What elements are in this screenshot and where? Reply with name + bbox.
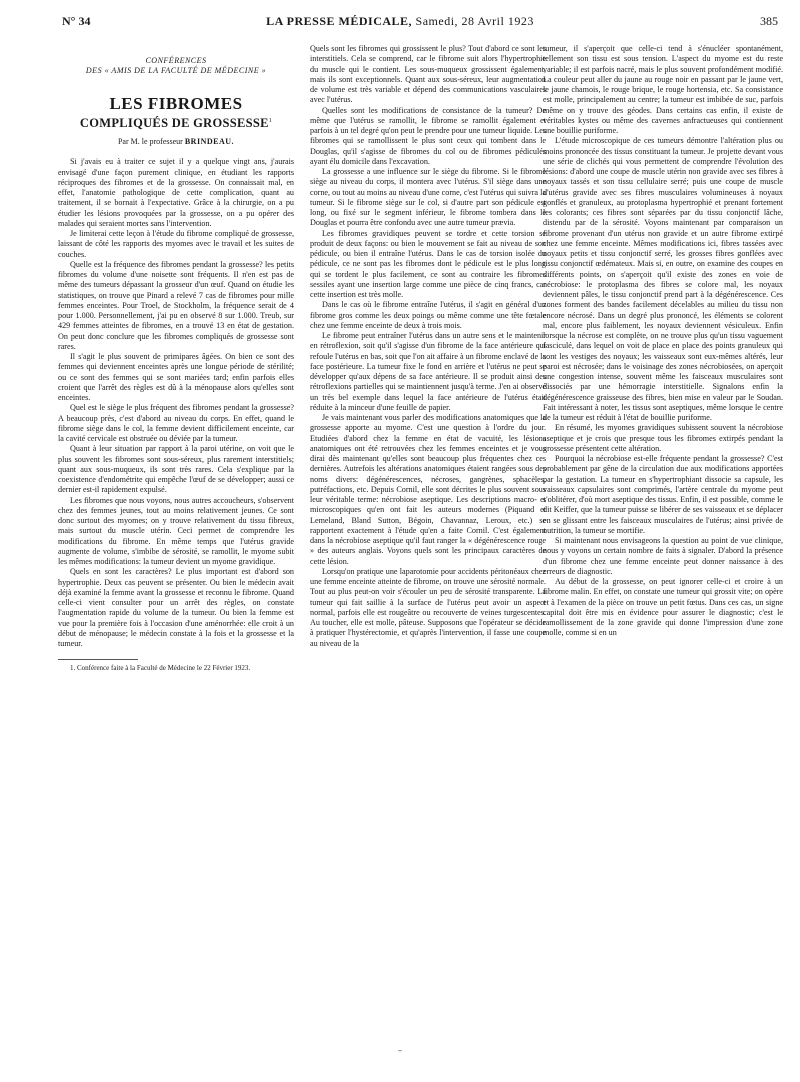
paragraph: Au début de la grossesse, on peut ignorer celle-ci et croire à un fibrome malin. En effet, on constate une tumeur qui grossit vite; on opère et à l'examen de la pièce on trouve un petit fœtus. Dans ces cas, un signe capital doit être mis en évidence pour assurer le diagnostic; c'est le ramollissement de la zone gravide qui donne l'impression d'une zone molle, comme si en un — [543, 577, 783, 638]
article-subtitle-text: COMPLIQUÉS DE GROSSESSE — [79, 116, 269, 131]
page-header — [0, 0, 800, 30]
page-bottom-mark: – — [398, 1046, 402, 1055]
kicker-conferences: CONFÉRENCES — [145, 56, 207, 65]
paragraph: Quant à leur situation par rapport à la paroi utérine, on voit que le plus souvent les fibromes sont sous-séreux, plus rarement interstitiels; quant aux sous-muqueux, ils sont très rares. Cela s'explique par la coexistence d'endométrite qui empêche l'œuf de se développer; aussi ce dernier est-il rapidement expulsé. — [58, 444, 294, 495]
article-title: LES FIBROMES — [109, 94, 243, 113]
paragraph: Il s'agit le plus souvent de primipares âgées. On bien ce sont des femmes qui deviennent enceintes après une longue période de stérilité; ou ce sont des femmes qui se sont mariées tard; enfin parfois elles croient que l'arrêt des règles est dû à la ménopause alors qu'elles sont enceintes. — [58, 352, 294, 403]
paragraph: Si maintenant nous envisageons la question au point de vue clinique, nous y voyons un certain nombre de faits à signaler. D'abord la présence d'un fibrome chez une femme enceinte peut donner naissance à des erreurs de diagnostic. — [543, 536, 783, 576]
paragraph: En résumé, les myomes gravidiques subissent souvent la nécrobiose aseptique et je crois que presque tous les fibromes extirpés pendant la grossesse présentent cette altération. — [543, 423, 783, 453]
column-2 — [310, 44, 546, 649]
byline-prefix: Par M. le professeur — [117, 137, 183, 147]
paragraph: La grossesse a une influence sur le siège du fibrome. Si le fibrome siège au niveau du corps, il montera avec l'utérus. S'il siège dans une corne, ou tout au moins au niveau d'une corne, c'est l'utérus qui suivra la tumeur. Si le fibrome siège sur le col, si d'autre part son pédicule est long, ou fixé sur le segment inférieur, le fibrome tombera dans le Douglas et pourra être confondu avec une autre tumeur prævia. — [310, 167, 546, 228]
column-3 — [543, 44, 783, 639]
paragraph: Dans le cas où le fibrome entraîne l'utérus, il s'agit en général d'un fibrome gros comme les deux poings ou même comme une tête fœtale chez une femme enceinte de deux à trois mois. — [310, 300, 546, 330]
kicker-amis: DES « AMIS DE LA FACULTÉ DE MÉDECINE » — [85, 66, 267, 75]
paragraph: tumeur, il s'aperçoit que celle-ci tend à s'énucléer spontanément, tellement son tissu est sous tension. L'aspect du myome est du reste variable; il est parfois nacré, mais le plus souvent profondément modifié. La couleur peut aller du jaune au rouge noir en passant par le jaune vert, le jaune chamois, le rouge brique, le rouge hortensia, etc. Sa consistance est molle, principalement au centre; la tumeur est imbibée de suc, parfois même on y trouve des géodes. Dans certains cas enfin, il existe de véritables kystes ou même des cavernes anfractueuses qui contiennent une bouillie puriforme. — [543, 44, 783, 135]
paragraph: Les fibromes que nous voyons, nous autres accoucheurs, s'observent chez des femmes jeunes, tout au moins relativement jeunes. Ce sont donc surtout des myomes; on y trouve relativement du tissu fibreux, mais surtout du muscle utérin. Ceci permet de comprendre les modifications du fibrome. En même temps que l'utérus gravide augmente de volume, s'imbibe de sérosité, se ramollit, le myome subit les mêmes modifications: la tumeur devient un myome gravidique. — [58, 495, 294, 567]
paragraph: Je vais maintenant vous parler des modifications anatomiques que la grossesse apporte au myome. C'est une question à l'ordre du jour. Etudiées d'abord chez la femme en état de vacuité, les lésions anatomiques ont été retrouvées chez les femmes enceintes et je vous dirai dès maintenant qu'elles sont beaucoup plus fréquentes chez ces dernières. Autrefois les altérations anatomiques étaient rangées sous des noms divers: dégénérescences, nécroses, gangrènes, sphacèles, putréfactions, etc. Depuis Cornil, elle sont décrites le plus souvent sous leur véritable terme: nécrobiose aseptique. Les descriptions macro- et microscopiques qu'en ont fait les auteurs modernes (Piquand et Lemeland, Bland Sutton, Bégoin, Chavannaz, Leroux, etc.) se rapportent exactement à l'étude qu'en a faite Cornil. C'est également dans la nécrobiose aseptique qu'il faut ranger la « dégénérescence rouge » des auteurs anglais. Voyons quels sont les principaux caractères de cette lésion. — [310, 413, 546, 566]
author-name: BRINDEAU. — [184, 137, 235, 147]
paragraph: Le fibrome peut entraîner l'utérus dans un autre sens et le maintenir en rétroflexion, soit qu'il s'agisse d'un fibrome de la face antérieure qui refoule l'utérus en bas, soit que l'on ait affaire à un fibrome enclavé de la face postérieure. La tumeur fixe le fond en arrière et l'utérus ne peut se développer qu'aux dépens de sa face antérieure. Il se produit ainsi des rétroflexions partielles qui se maintiennent jusqu'à terme. J'en ai observé un très bel exemple dans lequel la face antérieure de l'utérus était réduite à la minceur d'une feuille de papier. — [310, 331, 546, 412]
paragraph: Quelles sont les modifications de consistance de la tumeur? De même que l'utérus se ramollit, le fibrome se ramollit également et parfois à un tel degré qu'on peut le prendre pour une tumeur liquide. Les fibromes qui se ramollissent le plus sont ceux qui tombent dans le Douglas, qu'il s'agisse de fibromes du col ou de fibromes pédiculés ayant élu domicile dans l'excavation. — [310, 105, 546, 166]
journal-title-line — [0, 14, 800, 29]
footnote: 1. Conférence faite à la Faculté de Médecine le 22 Février 1923. — [70, 664, 251, 673]
paragraph: Lorsqu'on pratique une laparotomie pour accidents péritonéaux chez une femme enceinte atteinte de fibrome, on trouve une sérosité normale. Tout au plus peut-on voir s'écouler un peu de sérosité transparente. La tumeur qui fait saillie à la surface de l'utérus peut avoir un aspect normal, parfois elle est rougeâtre ou recouverte de veines turgescentes. Au toucher, elle est molle, pâteuse. Supposons que l'opérateur se décide à pratiquer l'hystérectomie, et qu'après l'intervention, il fasse une coupe au niveau de la — [310, 566, 546, 648]
paragraph: Quel est le siège le plus fréquent des fibromes pendant la grossesse? A beaucoup près, c'est d'abord au niveau du corps. En effet, quand le fibrome siège dans le col, la femme devient difficilement enceinte, car la cavité cervicale est obstruée ou déviée par la tumeur. — [58, 403, 294, 444]
paragraph: Quels sont les fibromes qui grossissent le plus? Tout d'abord ce sont les interstitiels. Cela se comprend, car le fibrome suit alors l'hypertrophie du muscle qui le contient. Les sous-muqueux grossissent également, mais ils sont exceptionnels. Quant aux sous-séreux, leur augmentation de volume est très variable et dépend des communications vasculaires avec l'utérus. — [310, 44, 546, 105]
paragraph: Si j'avais eu à traiter ce sujet il y a quelque vingt ans, j'aurais envisagé d'une façon purement clinique, en étudiant les rapports réciproques des fibromes et de la grossesse. On connaissait mal, en effet, l'anatomie pathologique de cette complication, quant au traitement, il se bornait à l'expectative. Grâce à la chirurgie, on a pu étudier les lésions provoquées par la grossesse, on a pu opérer des malades qui seraient mortes sans l'intervention. — [58, 157, 294, 228]
byline — [58, 137, 294, 147]
footnote-divider — [58, 659, 138, 660]
issue-date: Samedi, 28 Avril 1923 — [415, 14, 534, 28]
article-subtitle — [58, 114, 294, 131]
column-1 — [58, 44, 294, 673]
footnote-marker: 1 — [268, 118, 273, 124]
paragraph: Les fibromes gravidiques peuvent se tordre et cette torsion se produit de deux façons: ou bien le mouvement se fait au niveau de son pédicule, ou bien il entraîne l'utérus. Dans le cas de torsion isolée du pédicule, ce ne sont pas les fibromes dont le pédicule est le plus long qui se tordent le plus facilement, ce sont au contraire les fibromes sessiles ayant une insertion large comme une pièce de cinq francs, car cette insertion est très molle. — [310, 228, 546, 299]
paragraph: Quelle est la fréquence des fibromes pendant la grossesse? les petits fibromes du volume d'une noisette sont fréquents. Il n'en est pas de même des tumeurs dépassant la grosseur d'un œuf. Quand on étudie les statistiques, on trouve que Pinard a relevé 7 cas de fibromes pour mille femmes enceintes. Pour Troel, de Stockholm, la fréquence serait de 4 pour 1.000. Personnellement, j'ai pu en observé 8 sur 1.000. Treub, sur 429 femmes atteintes de fibromes, en a trouvé 13 en état de gestation. On peut donc conclure que les fibromes compliqués de grossesse sont rares. — [58, 259, 294, 351]
journal-name: LA PRESSE MÉDICALE, — [266, 14, 413, 28]
paragraph: Pourquoi la nécrobiose est-elle fréquente pendant la grossesse? C'est probablement par gêne de la circulation due aux modifications apportées par la gestation. La tumeur en s'hypertrophiant dissocie sa capsule, les vaisseaux capsulaires sont comprimés, l'artère centrale du myome peut s'oblitérer, d'où mort aseptique des tissus. Enfin, il est possible, comme le dit Keiffer, que la tumeur puisse se libérer de ses vaisseaux et se déplacer en se glissant entre les faisceaux musculaires de l'utérus; ainsi privée de nutrition, la tumeur se mortifie. — [543, 454, 783, 535]
page-number: 385 — [760, 14, 778, 28]
issue-number: N° 34 — [62, 14, 91, 28]
paragraph: Quels en sont les caractères? Le plus important est d'abord son hypertrophie. Deux cas peuvent se présenter. Ou bien le médecin avait déjà examiné la femme avant la grossesse et reconnu le fibrome. Quand celle-ci vient consulter pour un arrêt des règles, on constate l'augmentation rapide du volume de la tumeur. Ou bien la femme est vue pour la première fois à l'occasion d'une aménorrhée: elle croit à un début de ménopause; le médecin constate à la fois et la grossesse et la tumeur. — [58, 567, 294, 649]
paragraph: L'étude microscopique de ces tumeurs démontre l'altération plus ou moins prononcée des tissus constituant la tumeur. Je projette devant vous une série de clichés qui vous permettent de comprendre l'évolution des lésions: d'abord une coupe de muscle utérin non gravide avec ses fibres à noyaux tassés et son tissu cellulaire serré; puis une coupe de muscle d'utérus gravide avec ses fibres musculaires volumineuses à noyaux gonflés et granuleux, au protoplasma hypertrophié et prenant fortement les colorants; ces fibres sont séparées par du tissu conjonctif lâche, distendu par de la sérosité. Voyons maintenant par comparaison un fibrome provenant d'un utérus non gravide et un autre fibrome extirpé chez une femme enceinte. Mêmes modifications ici, fibres tassées avec noyaux petits et tissu conjonctif serré, les grosses fibres gonflées avec tissu conjonctif œdémateux. Mais si, en outre, on examine des coupes en différents points, on s'aperçoit qu'il existe des zones en voie de nécrobiose: le protoplasma des fibres se colore mal, les noyaux deviennent pâles, le tissu conjonctif prend part à la dégénérescence. Ces zones forment des bandes facilement décelables au milieu du tissu non encore nécrosé. Dans un degré plus prononcé, les éléments se colorent mal, encore plus faiblement, les noyaux deviennent vésiculeux. Enfin lorsque la nécrose est complète, on ne trouve plus qu'un tissu vaguement fasciculé, dans lequel on voit de place en place des points granuleux qui sont les vestiges des noyaux; les vaisseaux sont eux-mêmes altérés, leur paroi est nécrosée; dans le voisinage des zones nécrobiosées, on aperçoit une congestion intense, souvent même les faisceaux musculaires sont dissociés par une hémorragie interstitielle. Signalons enfin la dégénérescence graisseuse des fibres, bien mise en valeur par le Soudan. Fait intéressant à noter, les tissus sont aseptiques, même lorsque le centre de la tumeur est réduit à l'état de bouillie puriforme. — [543, 136, 783, 422]
paragraph: Je limiterai cette leçon à l'étude du fibrome compliqué de grossesse, laissant de côté les rapports des myomes avec le travail et les suites de couches. — [58, 229, 294, 259]
